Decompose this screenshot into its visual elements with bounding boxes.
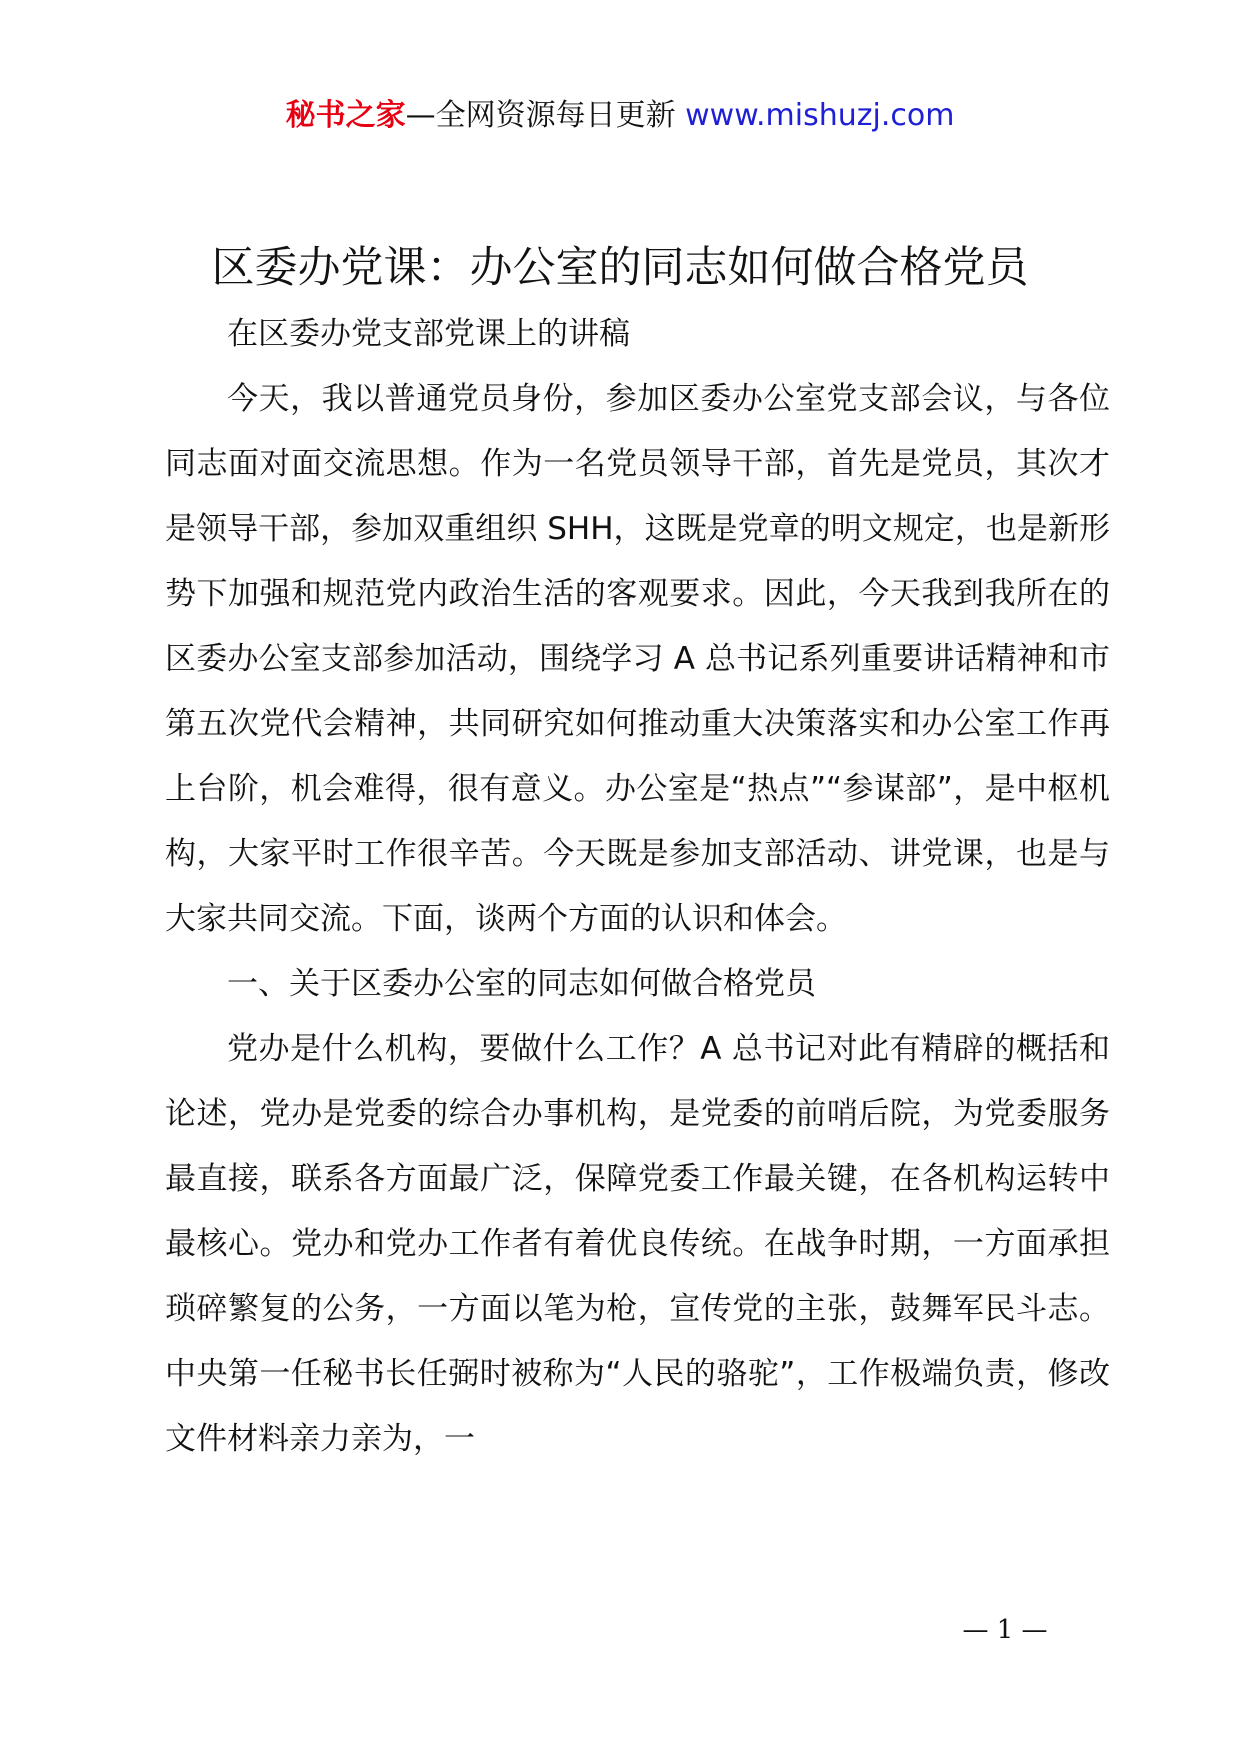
subtitle-paragraph: 在区委办党支部党课上的讲稿 xyxy=(227,316,630,352)
body-paragraph: 今天，我以普通党员身份，参加区委办公室党支部会议，与各位同志面对面交流思想。作为一名党员领导干部，首先是党员，其次才是领导干部，参加双重组织 SHH，这既是党章的明文规定，也是新形势下加强和规范党内政治生活的客观要求。因此，今天我到我所在的区委办公室支部参加活动，围绕学习 A 总书记系列重要讲话精神和市第五次党代会精神，共同研究如何推动重大决策落实和办公室工作再上台阶，机会难得，很有意义。办公室是“热点”“参谋部”，是中枢机构，大家平时工作很辛苦。今天既是参加支部活动、讲党课，也是与大家共同交流。下面，谈两个方面的认识和体会。 xyxy=(165,381,1110,937)
site-url-link[interactable]: www.mishuzj.com xyxy=(685,98,955,133)
site-header xyxy=(0,96,1240,136)
section-heading: 一、关于区委办公室的同志如何做合格党员 xyxy=(227,966,816,1002)
page-number: — 1 — xyxy=(962,1615,1048,1645)
document-body xyxy=(165,302,1110,1472)
site-brand: 秘书之家 xyxy=(285,98,406,133)
document-title: 区委办党课：办公室的同志如何做合格党员 xyxy=(211,243,1029,293)
site-slogan: —全网资源每日更新 xyxy=(405,98,686,133)
body-paragraph: 党办是什么机构，要做什么工作？A 总书记对此有精辟的概括和论述，党办是党委的综合办事机构，是党委的前哨后院，为党委服务最直接，联系各方面最广泛，保障党委工作最关键，在各机构运转中最核心。党办和党办工作者有着优良传统。在战争时期，一方面承担琐碎繁复的公务，一方面以笔为枪，宣传党的主张，鼓舞军民斗志。中央第一任秘书长任弼时被称为“人民的骆驼”，工作极端负责，修改文件材料亲力亲为，一 xyxy=(165,1031,1110,1457)
